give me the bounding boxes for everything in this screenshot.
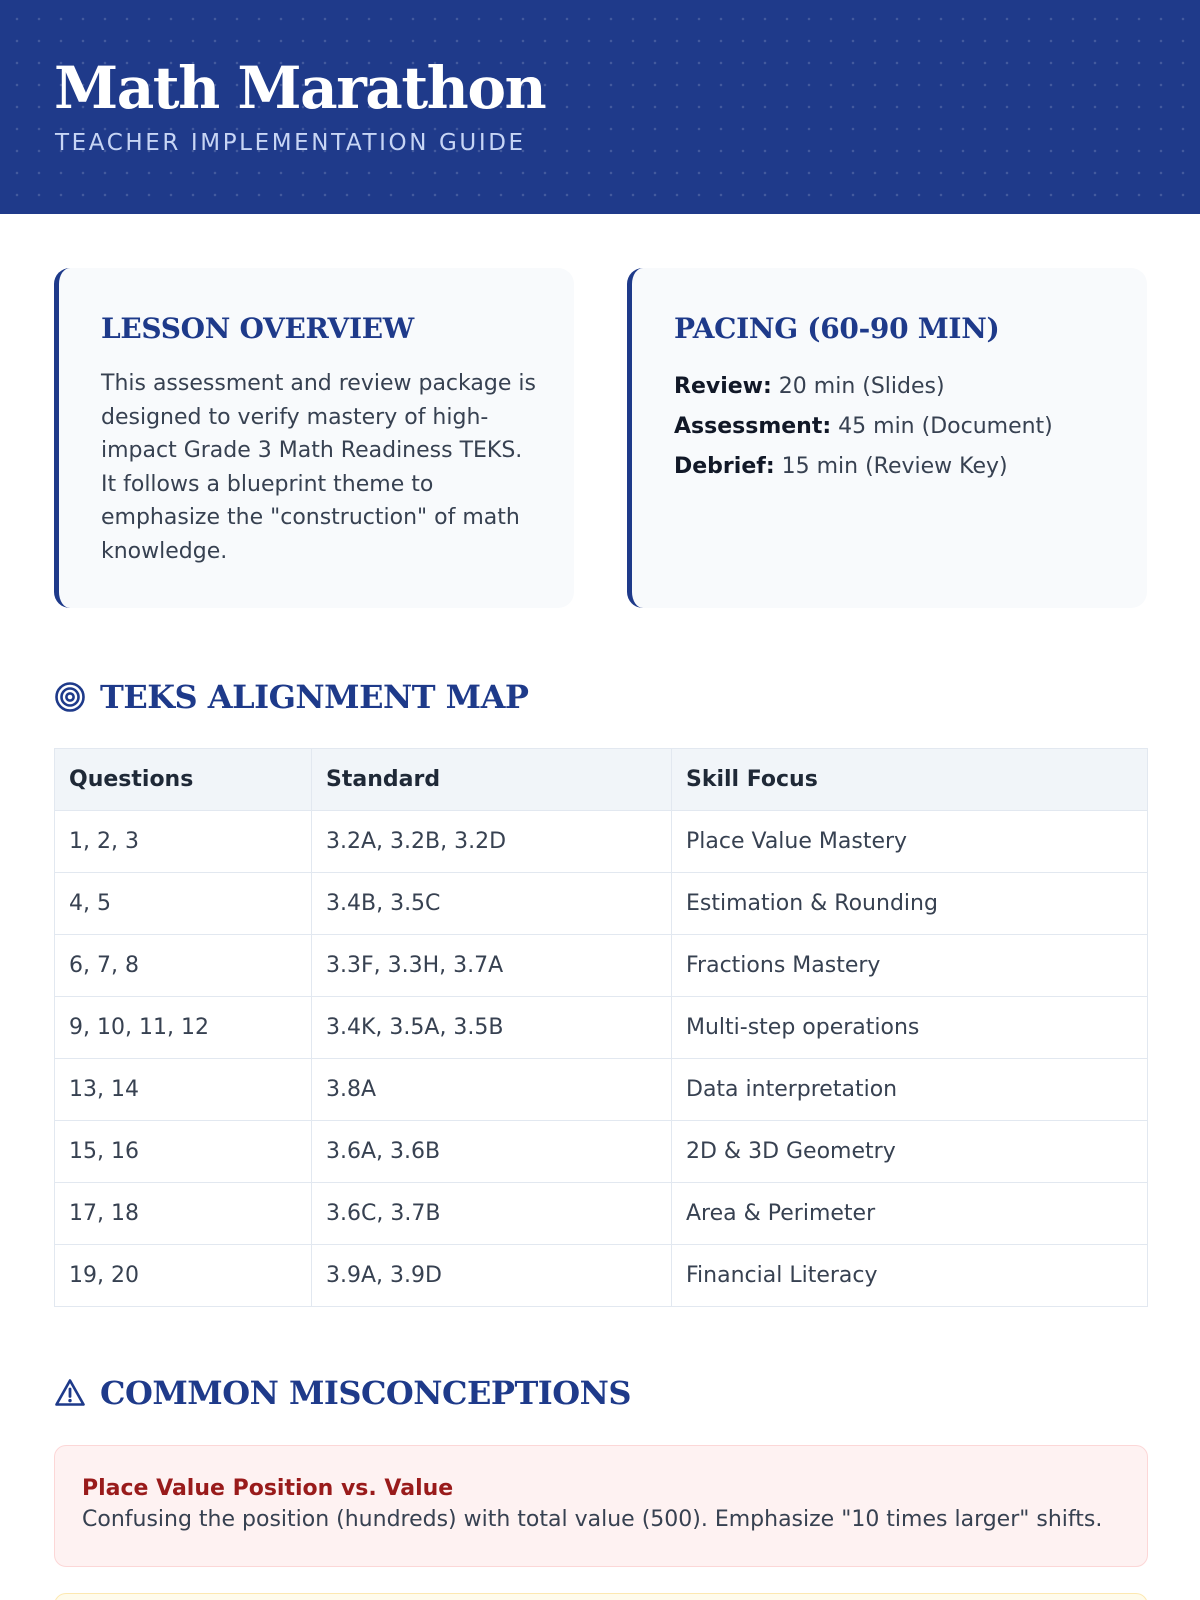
lesson-overview-card	[54, 268, 574, 608]
misconceptions-section-title	[54, 1374, 631, 1412]
table-row	[55, 1245, 1148, 1307]
questions-cell: 17, 18	[55, 1183, 312, 1245]
pacing-label: Assessment:	[674, 414, 832, 439]
page-subtitle: TEACHER IMPLEMENTATION GUIDE	[55, 130, 526, 156]
pacing-row	[674, 447, 1111, 487]
column-header-standard: Standard	[312, 749, 672, 811]
questions-cell: 15, 16	[55, 1121, 312, 1183]
teks-section-title	[54, 678, 528, 716]
misconception-text: Confusing the position (hundreds) with total value (500). Emphasize "10 times larger" shifts.	[82, 1507, 1103, 1532]
pacing-label: Debrief:	[674, 454, 775, 479]
standard-cell: 3.4B, 3.5C	[312, 873, 672, 935]
questions-cell: 9, 10, 11, 12	[55, 997, 312, 1059]
standard-cell: 3.2A, 3.2B, 3.2D	[312, 811, 672, 873]
pacing-heading: PACING (60-90 MIN)	[674, 312, 1000, 345]
skill-cell: Fractions Mastery	[672, 935, 1148, 997]
skill-cell: 2D & 3D Geometry	[672, 1121, 1148, 1183]
warning-icon	[54, 1377, 86, 1409]
teks-alignment-table	[54, 748, 1148, 1307]
questions-cell: 6, 7, 8	[55, 935, 312, 997]
standard-cell: 3.6C, 3.7B	[312, 1183, 672, 1245]
table-row	[55, 1059, 1148, 1121]
table-row	[55, 1121, 1148, 1183]
column-header-questions: Questions	[55, 749, 312, 811]
standard-cell: 3.9A, 3.9D	[312, 1245, 672, 1307]
lesson-overview-heading: LESSON OVERVIEW	[101, 312, 414, 345]
questions-cell: 1, 2, 3	[55, 811, 312, 873]
skill-cell: Estimation & Rounding	[672, 873, 1148, 935]
lesson-overview-text: This assessment and review package is designed to verify mastery of high-impact Grade 3 Math Readiness TEKS. It follows a blueprint theme to emphasize the "construction" of math knowledge.	[101, 371, 536, 564]
pacing-label: Review:	[674, 374, 772, 399]
teks-heading: TEKS ALIGNMENT MAP	[100, 678, 529, 716]
misconceptions-heading: COMMON MISCONCEPTIONS	[100, 1374, 631, 1412]
page-header	[0, 0, 1200, 214]
page-title: Math Marathon	[54, 54, 546, 122]
misconception-card	[54, 1445, 1148, 1567]
column-header-skill-focus: Skill Focus	[672, 749, 1148, 811]
pacing-card	[627, 268, 1147, 608]
table-row	[55, 1183, 1148, 1245]
skill-cell: Multi-step operations	[672, 997, 1148, 1059]
pacing-value: 20 min (Slides)	[778, 374, 945, 399]
standard-cell: 3.6A, 3.6B	[312, 1121, 672, 1183]
table-row	[55, 997, 1148, 1059]
misconception-card-partial	[54, 1593, 1148, 1600]
questions-cell: 19, 20	[55, 1245, 312, 1307]
target-icon	[54, 681, 86, 713]
pacing-value: 45 min (Document)	[838, 414, 1053, 439]
standard-cell: 3.4K, 3.5A, 3.5B	[312, 997, 672, 1059]
table-header-row	[55, 749, 1148, 811]
pacing-value: 15 min (Review Key)	[781, 454, 1008, 479]
standard-cell: 3.8A	[312, 1059, 672, 1121]
skill-cell: Place Value Mastery	[672, 811, 1148, 873]
skill-cell: Area & Perimeter	[672, 1183, 1148, 1245]
skill-cell: Financial Literacy	[672, 1245, 1148, 1307]
pacing-row	[674, 407, 1111, 447]
skill-cell: Data interpretation	[672, 1059, 1148, 1121]
standard-cell: 3.3F, 3.3H, 3.7A	[312, 935, 672, 997]
pacing-row	[674, 367, 1111, 407]
table-row	[55, 811, 1148, 873]
questions-cell: 4, 5	[55, 873, 312, 935]
misconception-title: Place Value Position vs. Value	[82, 1476, 454, 1501]
table-row	[55, 873, 1148, 935]
questions-cell: 13, 14	[55, 1059, 312, 1121]
table-row	[55, 935, 1148, 997]
